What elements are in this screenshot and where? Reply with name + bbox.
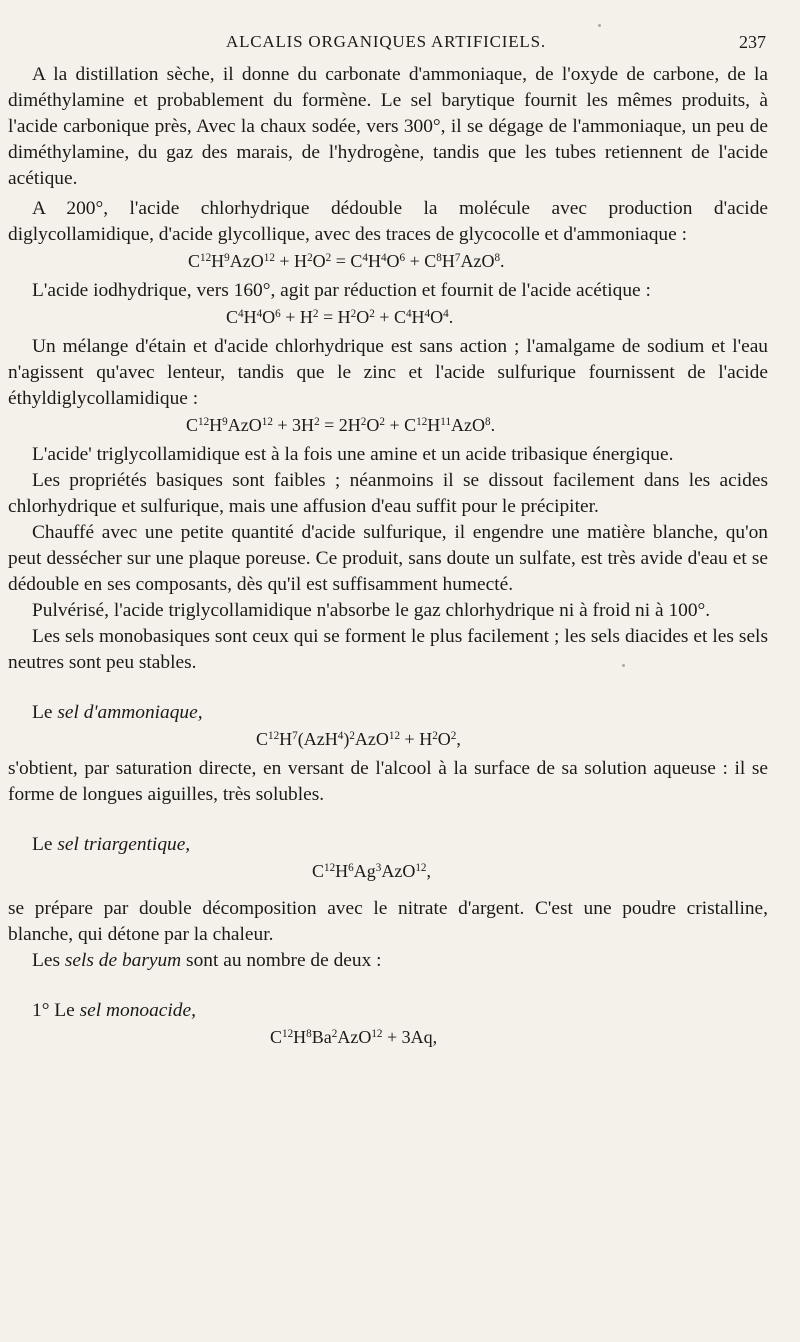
barium-salts-heading: Les sels de baryum sont au nombre de deux : xyxy=(32,950,382,971)
running-title: ALCALIS ORGANIQUES ARTIFICIELS. xyxy=(226,32,546,51)
running-head xyxy=(0,32,800,56)
page-content xyxy=(8,62,768,1050)
silver-salt-name: sel triargentique, xyxy=(57,834,191,855)
paragraph-iodhydric: L'acide iodhydrique, vers 160°, agit par réduction et fournit de l'acide acétique : xyxy=(32,280,651,301)
equation-1: $C^{12}H^9AzO^{12} + H^2O^2 = C^4H^4O^6 + C^8H^7AzO^8$. xyxy=(188,251,505,271)
equation-silver: $C^{12}H^6Ag^3AzO^{12}$, xyxy=(312,861,431,881)
paragraph-hydrochloric: A 200°, l'acide chlorhydrique dédouble la molécule avec production d'acide diglycollamidique, d'acide glycollique, avec des traces de glycocolle et d'ammoniaque : xyxy=(8,198,768,245)
paragraph-monobasic-salts: Les sels monobasiques sont ceux qui se forment le plus facilement ; les sels diacides et les sels neutres sont peu stables. xyxy=(8,626,768,673)
equation-monoacid: $C^{12}H^8Ba^2AzO^{12} + 3Aq$, xyxy=(270,1027,438,1047)
paragraph-sulfuric-heating: Chauffé avec une petite quantité d'acide sulfurique, il engendre une matière blanche, qu'on peut dessécher sur une plaque poreuse. Ce produit, sans doute un sulfate, est très avide d'eau et se dédouble en ses composants, dès qu'il est suffisamment humecté. xyxy=(8,522,768,595)
silver-salt-heading: Le sel triargentique, xyxy=(32,834,191,855)
monoacid-salt-name: sel monoacide, xyxy=(79,1000,196,1021)
page-number: 237 xyxy=(739,32,766,52)
ink-speck xyxy=(598,24,601,27)
ammonium-salt-heading: Le sel d'ammoniaque, xyxy=(32,702,203,723)
paragraph-distillation: A la distillation sèche, il donne du carbonate d'ammoniaque, de l'oxyde de carbone, de la diméthylamine et probablement du formène. Le sel barytique fournit les mêmes produits, à l'acide carbonique près, Avec la chaux sodée, vers 300°, il se dégage de l'ammoniaque, un peu de diméthylamine, du gaz des marais, de l'hydrogène, tandis que les tubes retiennent de l'acide acétique. xyxy=(8,64,768,189)
paragraph-amine-acid: L'acide' triglycollamidique est à la fois une amine et un acide tribasique énergique. xyxy=(32,444,674,465)
equation-ammonium: $C^{12}H^7(AzH^4)^2AzO^{12} + H^2O^2$, xyxy=(256,729,461,749)
paragraph-silver-preparation: se prépare par double décomposition avec le nitrate d'argent. C'est une poudre cristalline, blanche, qui détone par la chaleur. xyxy=(8,898,768,945)
paragraph-ammonium-preparation: s'obtient, par saturation directe, en versant de l'alcool à la surface de sa solution aqueuse : il se forme de longues aiguilles, très solubles. xyxy=(8,758,768,805)
ammonium-salt-name: sel d'ammoniaque, xyxy=(57,702,203,723)
equation-2: $C^4H^4O^6 + H^2 = H^2O^2 + C^4H^4O^4$. xyxy=(226,307,454,327)
paragraph-pulverized: Pulvérisé, l'acide triglycollamidique n'absorbe le gaz chlorhydrique ni à froid ni à 100°. xyxy=(32,600,711,621)
barium-salts-name: sels de baryum xyxy=(64,950,182,971)
paragraph-basic-properties: Les propriétés basiques sont faibles ; néanmoins il se dissout facilement dans les acides chlorhydrique et sulfurique, mais une affusion d'eau suffit pour le précipiter. xyxy=(8,470,768,517)
monoacid-salt-heading: 1° Le sel monoacide, xyxy=(32,1000,196,1021)
ink-speck xyxy=(622,664,625,667)
paragraph-tin-mixture: Un mélange d'étain et d'acide chlorhydrique est sans action ; l'amalgame de sodium et l'eau n'agissent qu'avec lenteur, tandis que le zinc et l'acide sulfurique fournissent de l'acide éthyldiglycollamidique : xyxy=(8,336,768,409)
equation-3: $C^{12}H^9AzO^{12} + 3H^2 = 2H^2O^2 + C^{12}H^{11}AzO^8$. xyxy=(186,415,496,435)
